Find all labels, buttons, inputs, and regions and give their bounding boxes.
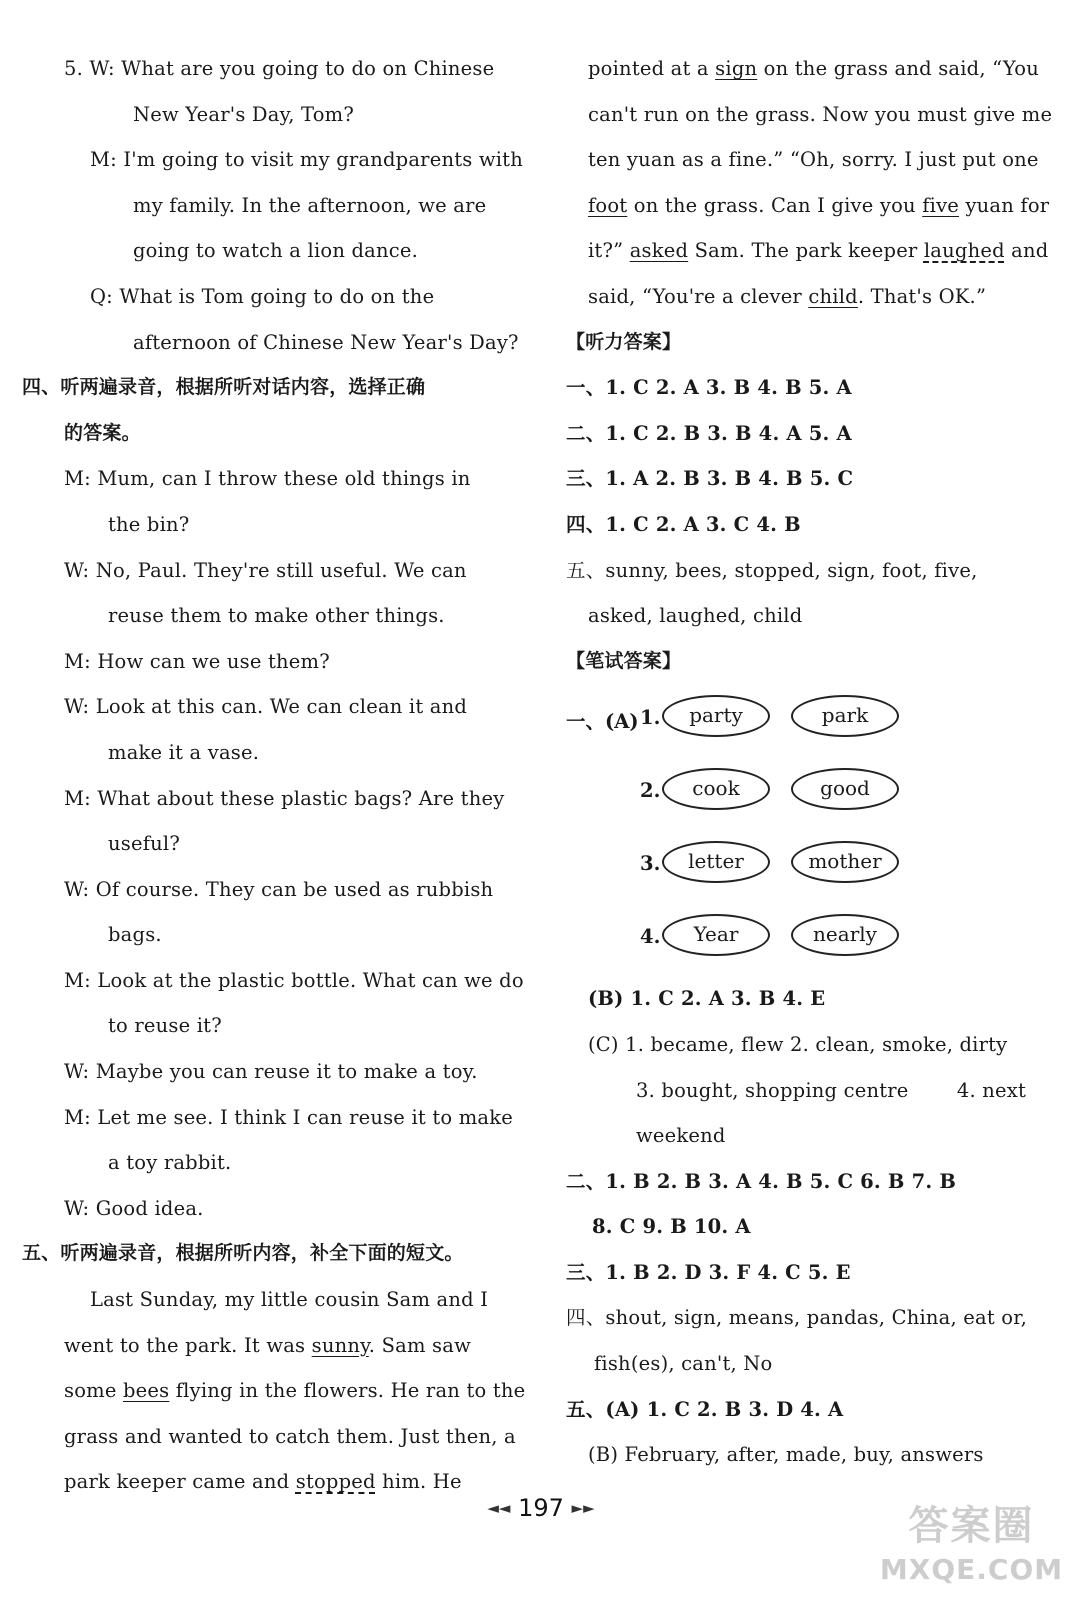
- oval-row-1: [566, 684, 1066, 757]
- dialog-line-9: useful?: [108, 832, 180, 856]
- answer-word-stopped: stopped: [295, 1470, 376, 1494]
- written-answer-5b: (B) February, after, made, buy, answers: [588, 1443, 984, 1467]
- dialog-line-10: W: Of course. They can be used as rubbish: [64, 877, 494, 901]
- dialog-line-8: M: What about these plastic bags? Are they: [64, 786, 505, 810]
- oval-number: 4.: [640, 925, 661, 949]
- dialog-line-16: a toy rabbit.: [108, 1151, 232, 1175]
- passage-text: and: [1011, 239, 1049, 263]
- listening-answer-1: 一、1. C 2. A 3. B 4. B 5. A: [566, 376, 852, 400]
- q5-line-1: 5. W: What are you going to do on Chinese: [64, 57, 495, 80]
- next-page-arrows-icon: ►►: [571, 1499, 595, 1517]
- written-answer-3: 三、1. B 2. D 3. F 4. C 5. E: [566, 1260, 851, 1284]
- section-4-heading-cont: 的答案。: [64, 421, 141, 444]
- oval-row-2: [566, 757, 1066, 830]
- written-answer-5a: 五、(A) 1. C 2. B 3. D 4. A: [566, 1397, 844, 1421]
- left-column: [22, 46, 526, 1505]
- listening-answer-2: 二、1. C 2. B 3. B 4. A 5. A: [566, 421, 852, 445]
- passage-text: him. He: [382, 1470, 462, 1494]
- oval-word: letter: [662, 841, 770, 883]
- answer-word-foot: foot: [588, 193, 628, 217]
- listening-answer-3: 三、1. A 2. B 3. B 4. B 5. C: [566, 467, 854, 491]
- watermark-url: MXQE.COM: [879, 1553, 1064, 1586]
- q5-line-4: my family. In the afternoon, we are: [133, 193, 487, 217]
- oval-word: mother: [791, 841, 899, 883]
- dialog-line-11: bags.: [108, 923, 162, 947]
- passage-text: Sam. The park keeper: [694, 239, 918, 263]
- passage-line-9: [566, 183, 1066, 229]
- dialog-line-17: W: Good idea.: [64, 1196, 204, 1220]
- listening-answer-5: 五、sunny, bees, stopped, sign, foot, five,: [566, 558, 978, 582]
- written-answer-text: 4. next: [956, 1078, 1026, 1102]
- written-answer-4: 四、shout, sign, means, pandas, China, eat or,: [566, 1306, 1027, 1330]
- passage-text: . Sam saw: [368, 1333, 471, 1357]
- passage-line-4: grass and wanted to catch them. Just then, a: [64, 1424, 516, 1448]
- passage-line-1: Last Sunday, my little cousin Sam and I: [90, 1288, 489, 1312]
- passage-line-11: [566, 274, 1066, 320]
- oval-word: party: [662, 695, 770, 737]
- oval-row-4: [566, 903, 1066, 976]
- passage-text: . That's OK.”: [857, 284, 987, 308]
- dialog-line-6: W: Look at this can. We can clean it and: [64, 695, 468, 719]
- watermark-logo: [869, 1500, 1074, 1596]
- dialog-line-5: M: How can we use them?: [64, 649, 330, 673]
- oval-number: 1.: [640, 706, 661, 730]
- prev-page-arrows-icon: ◄◄: [487, 1499, 511, 1517]
- passage-line-3: [22, 1368, 526, 1414]
- oval-number: 2.: [640, 779, 661, 803]
- q5-line-6: Q: What is Tom going to do on the: [90, 284, 435, 308]
- listening-answer-4: 四、1. C 2. A 3. C 4. B: [566, 512, 801, 536]
- oval-word: good: [791, 768, 899, 810]
- listening-answer-5-cont: asked, laughed, child: [588, 604, 803, 628]
- dialog-line-14: W: Maybe you can reuse it to make a toy.: [64, 1060, 478, 1084]
- written-answer-2-cont: 8. C 9. B 10. A: [592, 1215, 751, 1239]
- written-answer-1b: (B) 1. C 2. A 3. B 4. E: [588, 987, 826, 1011]
- oval-word: park: [791, 695, 899, 737]
- written-answer-1c-cont: [566, 1068, 1026, 1114]
- answer-word-asked: asked: [629, 239, 689, 263]
- listening-answers-heading: 【听力答案】: [566, 330, 682, 353]
- answer-word-sign: sign: [715, 57, 758, 80]
- passage-line-2: [22, 1323, 522, 1369]
- dialog-line-4: reuse them to make other things.: [108, 604, 445, 628]
- oval-word: nearly: [791, 914, 899, 956]
- watermark-text: 答案圈: [908, 1503, 1035, 1549]
- passage-text: it?”: [588, 239, 624, 263]
- written-answers-heading: 【笔试答案】: [566, 649, 682, 672]
- written-section-1-prefix: 一、(A): [566, 710, 639, 734]
- page-number: 197: [518, 1494, 564, 1522]
- passage-text: on the grass and said, “You: [763, 57, 1039, 80]
- answer-word-sunny: sunny: [311, 1333, 369, 1357]
- dialog-line-12: M: Look at the plastic bottle. What can we do: [64, 968, 524, 992]
- answer-word-laughed: laughed: [923, 239, 1005, 263]
- written-answer-text: 3. bought, shopping centre: [636, 1078, 909, 1102]
- right-column: [566, 46, 1066, 1478]
- written-answer-1c: (C) 1. became, flew 2. clean, smoke, dirty: [588, 1032, 1008, 1056]
- dialog-line-7: make it a vase.: [108, 740, 260, 764]
- passage-text: pointed at a: [588, 57, 709, 80]
- passage-text: flying in the flowers. He ran to the: [175, 1379, 526, 1403]
- passage-text: park keeper came and: [64, 1470, 290, 1494]
- dialog-line-3: W: No, Paul. They're still useful. We can: [64, 558, 467, 582]
- written-answer-2: 二、1. B 2. B 3. A 4. B 5. C 6. B 7. B: [566, 1169, 957, 1193]
- q5-line-5: going to watch a lion dance.: [133, 239, 419, 263]
- dialog-line-2: the bin?: [108, 512, 190, 536]
- section-5-heading: 五、听两遍录音，根据所听内容，补全下面的短文。: [22, 1242, 464, 1265]
- answer-word-bees: bees: [122, 1379, 170, 1403]
- section-4-heading: 四、听两遍录音，根据所听对话内容，选择正确: [22, 376, 426, 399]
- passage-text: yuan for: [965, 193, 1050, 217]
- passage-line-8: ten yuan as a fine.” “Oh, sorry. I just put one: [588, 148, 1039, 172]
- oval-word: cook: [662, 768, 770, 810]
- answer-word-child: child: [808, 284, 858, 308]
- dialog-line-15: M: Let me see. I think I can reuse it to make: [64, 1105, 513, 1129]
- passage-text: on the grass. Can I give you: [633, 193, 916, 217]
- q5-line-3: M: I'm going to visit my grandparents with: [90, 148, 523, 172]
- q5-line-7: afternoon of Chinese New Year's Day?: [133, 330, 519, 354]
- passage-text: some: [64, 1379, 117, 1403]
- dialog-line-1: M: Mum, can I throw these old things in: [64, 467, 471, 491]
- oval-number: 3.: [640, 852, 661, 876]
- dialog-line-13: to reuse it?: [108, 1014, 222, 1038]
- q5-line-2: New Year's Day, Tom?: [133, 102, 354, 126]
- oval-row-3: [566, 830, 1066, 903]
- passage-line-6: [566, 46, 1066, 92]
- written-answer-4-cont: fish(es), can't, No: [594, 1352, 773, 1376]
- passage-line-7: can't run on the grass. Now you must give me: [588, 102, 1053, 126]
- passage-text: said, “You're a clever: [588, 284, 802, 308]
- passage-text: went to the park. It was: [64, 1333, 306, 1357]
- oval-word: Year: [662, 914, 770, 956]
- answer-word-five: five: [922, 193, 960, 217]
- passage-line-10: [566, 228, 1066, 274]
- written-answer-1c-cont2: weekend: [636, 1124, 726, 1148]
